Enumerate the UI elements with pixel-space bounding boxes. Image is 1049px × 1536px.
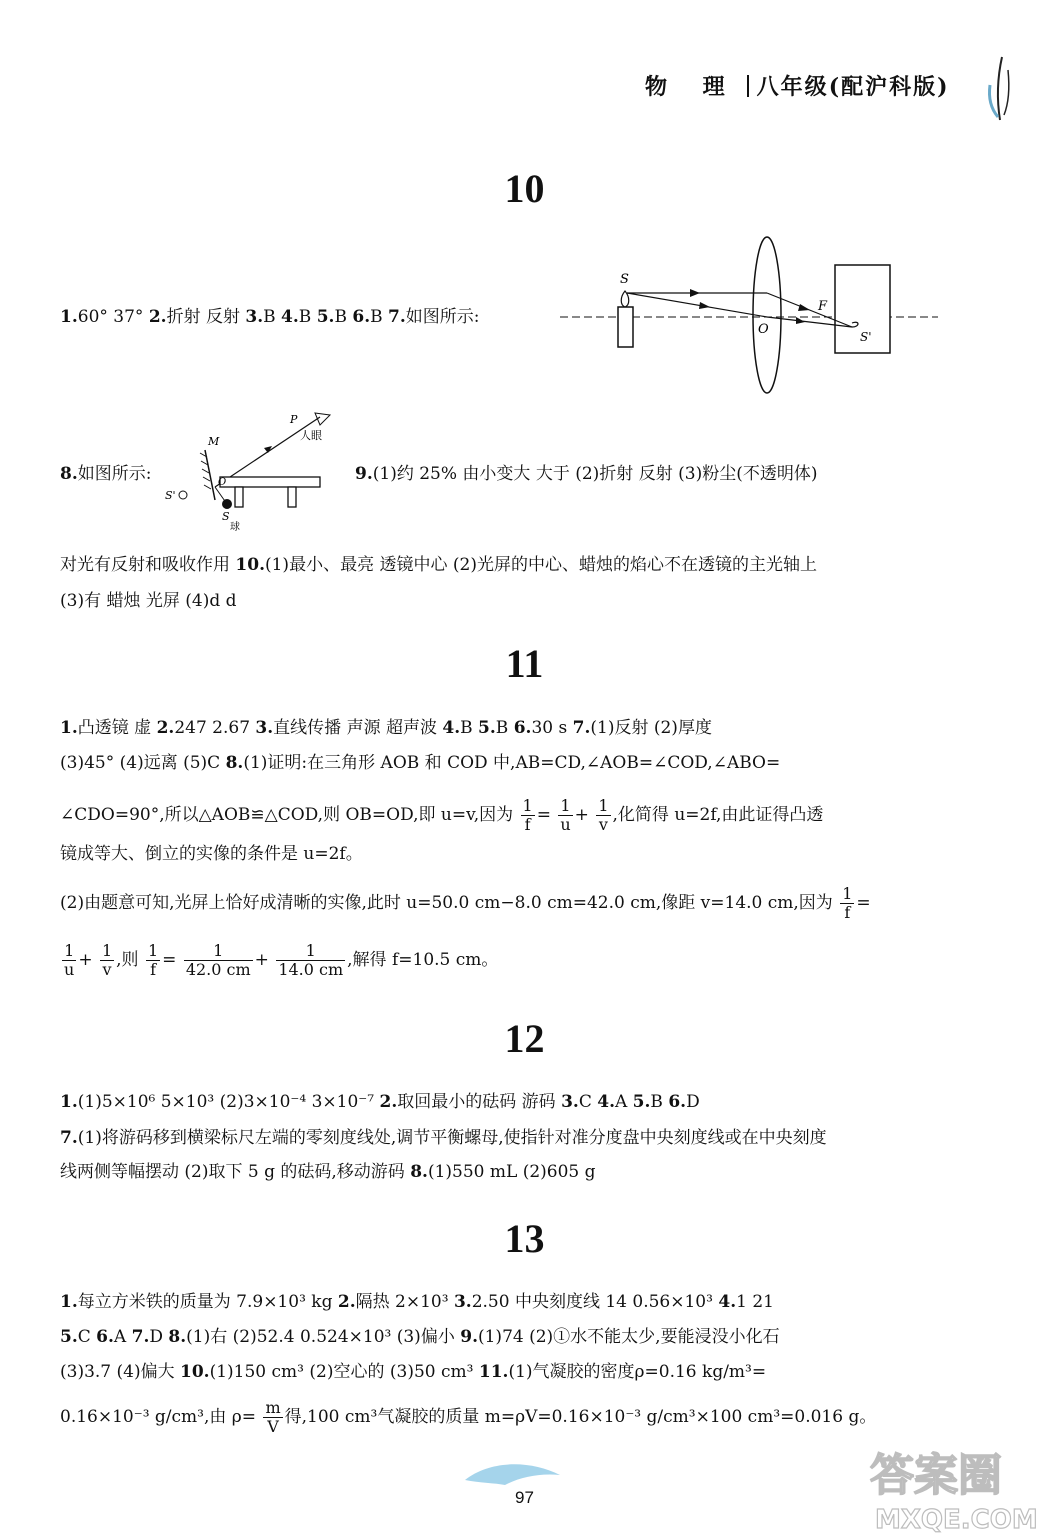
fraction-1-over-f: $\frac{1}{f}$: [522, 796, 533, 834]
answer-line-11-1: 1.凸透镜 虚 2.247 2.67 3.直线传播 声源 超声波 4.B 5.B 6.30 s 7.(1)反射 (2)厚度: [60, 718, 712, 738]
label-eye: 人眼: [300, 429, 322, 442]
answer-line-11-6: $\frac{1}{u}$ + $\frac{1}{v}$ ,则 $\frac{1}{f}$ = $\frac{1}{42.0 cm}$ + $\frac{1}{14.0 cm}$ ,解得 f=10.5 cm。: [64, 941, 499, 979]
page-header: [645, 70, 950, 101]
answer-line-12-1: 1.(1)5×10⁶ 5×10³ (2)3×10⁻⁴ 3×10⁻⁷ 2.取回最小的砝码 游码 3.C 4.A 5.B 6.D: [60, 1092, 700, 1112]
answer-line-10-4: (3)有 蜡烛 光屏 (4)d d: [60, 591, 237, 611]
mirror-ray-diagram: [160, 405, 335, 535]
answer-line-13-4: 0.16×10⁻³ g/cm³,由 ρ= $\frac{m}{V}$ 得,100 cm³气凝胶的质量 m=ρV=0.16×10⁻³ g/cm³×100 cm³=0.016 g。: [60, 1398, 877, 1436]
label-O: O: [758, 322, 769, 337]
label-S: S: [620, 272, 629, 287]
section-title-12: 12: [504, 1016, 545, 1061]
fraction-m-over-V: $\frac{m}{V}$: [265, 1398, 281, 1436]
answer-line-11-4: 镜成等大、倒立的实像的条件是 u=2f。: [60, 844, 363, 864]
fraction-1-over-v-b: $\frac{1}{v}$: [101, 941, 113, 979]
answer-line-10-2a: 8.如图所示:: [60, 464, 152, 484]
svg-text:答案圈: 答案圈: [870, 1450, 1002, 1501]
watermark-logo: [860, 1440, 1045, 1536]
label-P: P: [290, 413, 298, 426]
section-title-11: 11: [505, 641, 544, 686]
label-ball: 球: [230, 522, 240, 533]
lens-ray-diagram: [560, 235, 940, 395]
answer-line-10-1: 1.60° 37° 2.折射 反射 3.B 4.B 5.B 6.B 7.如图所示:: [60, 307, 480, 327]
label-S-prime: S': [860, 330, 872, 344]
answer-line-13-2: 5.C 6.A 7.D 8.(1)右 (2)52.4 0.524×10³ (3)偏小 9.(1)74 (2)①水不能太少,要能浸没小化石: [60, 1327, 780, 1347]
header-edition: (配沪科版): [828, 74, 950, 100]
fraction-1-over-14: $\frac{1}{14.0 cm}$: [278, 941, 344, 979]
label-O-2: O: [218, 477, 227, 488]
answer-line-10-3: 对光有反射和吸收作用 10.(1)最小、最亮 透镜中心 (2)光屏的中心、蜡烛的焰心不在透镜的主光轴上: [60, 555, 817, 575]
header-subject: 物 理: [645, 74, 739, 100]
answer-line-11-5: (2)由题意可知,光屏上恰好成清晰的实像,此时 u=50.0 cm−8.0 cm=42.0 cm,像距 v=14.0 cm,因为 $\frac{1}{f}$ =: [60, 884, 871, 922]
fraction-1-over-42: $\frac{1}{42.0 cm}$: [185, 941, 251, 979]
page-number: 97: [515, 1488, 534, 1507]
svg-text:MXQE.COM: MXQE.COM: [875, 1505, 1038, 1535]
answer-line-10-2b: 9.(1)约 25% 由小变大 大于 (2)折射 反射 (3)粉尘(不透明体): [355, 464, 818, 484]
section-title-10: 10: [504, 166, 545, 211]
answer-line-12-2: 7.(1)将游码移到横梁标尺左端的零刻度线处,调节平衡螺母,使指针对准分度盘中央刻度线或在中央刻度: [60, 1128, 827, 1148]
answer-line-13-3: (3)3.7 (4)偏大 10.(1)150 cm³ (2)空心的 (3)50 cm³ 11.(1)气凝胶的密度ρ=0.16 kg/m³=: [60, 1362, 767, 1382]
fraction-1-over-f-c: $\frac{1}{f}$: [147, 941, 159, 979]
answer-line-11-3: ∠CDO=90°,所以△AOB≌△COD,则 OB=OD,即 u=v,因为 $\frac{1}{f}$ = $\frac{1}{u}$ + $\frac{1}{v}$ ,化简得 u=2f,由此证得凸透: [60, 796, 824, 834]
header-divider: [747, 75, 749, 97]
answer-line-13-1: 1.每立方米铁的质量为 7.9×10³ kg 2.隔热 2×10³ 3.2.50 中央刻度线 14 0.56×10³ 4.1 21: [60, 1292, 774, 1312]
label-S-ball: S: [222, 510, 230, 523]
header-grade: 八年级: [756, 74, 829, 100]
section-title-13: 13: [504, 1216, 545, 1261]
fraction-1-over-v: $\frac{1}{v}$: [598, 796, 609, 834]
label-M: M: [208, 435, 220, 448]
fraction-1-over-f-b: $\frac{1}{f}$: [842, 884, 853, 922]
label-S-prime-2: S': [165, 489, 176, 502]
leaf-decoration-icon: [980, 55, 1020, 125]
fraction-1-over-u-b: $\frac{1}{u}$: [64, 941, 75, 979]
answer-line-11-2: (3)45° (4)远离 (5)C 8.(1)证明:在三角形 AOB 和 COD 中,AB=CD,∠AOB=∠COD,∠ABO=: [60, 753, 781, 773]
answer-line-12-3: 线两侧等幅摆动 (2)取下 5 g 的砝码,移动游码 8.(1)550 mL (2)605 g: [60, 1162, 596, 1182]
fraction-1-over-u: $\frac{1}{u}$: [560, 796, 571, 834]
label-F: F: [818, 299, 828, 314]
